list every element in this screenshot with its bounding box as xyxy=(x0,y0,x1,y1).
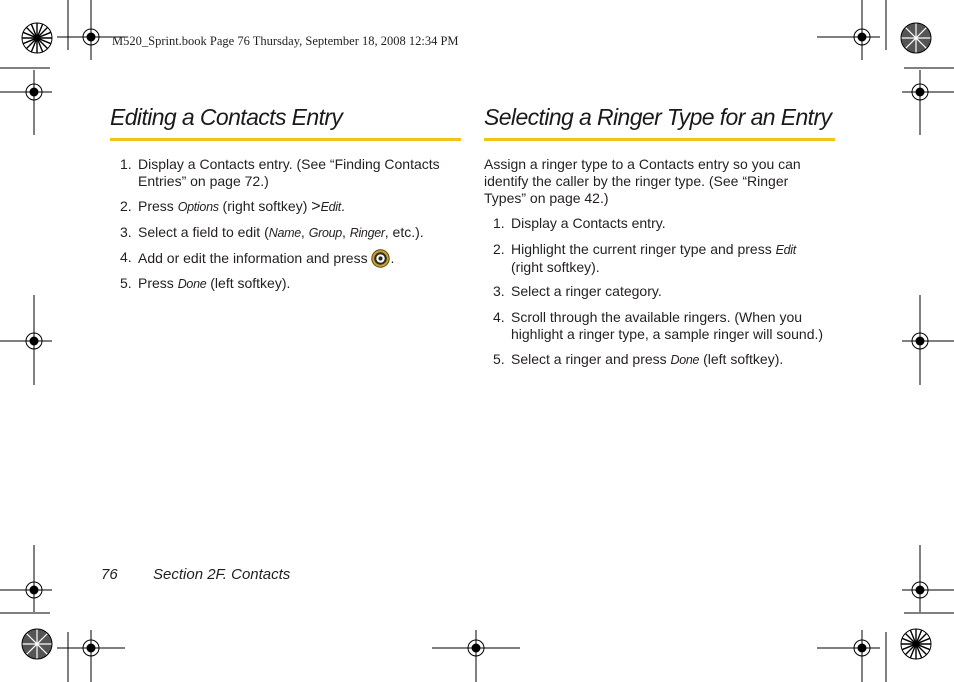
ui-term-edit: Edit xyxy=(775,243,796,257)
registration-mark xyxy=(462,634,490,662)
step-text: Select a field to edit (Name, Group, Ringer, etc.). xyxy=(138,224,424,240)
starburst-mark-bottom-left xyxy=(22,629,52,659)
intro-paragraph: Assign a ringer type to a Contacts entry so you can identify the caller by the ringer type. (See “Ringer Types” on page 42.) xyxy=(484,156,801,206)
step-text: Press Options (right softkey) >Edit. xyxy=(138,198,345,215)
starburst-mark-top-left xyxy=(22,23,52,53)
ui-term-options: Options xyxy=(177,200,219,214)
step-text: Select a ringer and press Done (left softkey). xyxy=(511,351,784,367)
step-text: Highlight the current ringer type and press Edit (right softkey). xyxy=(511,241,796,275)
starburst-mark-top-right xyxy=(901,23,931,53)
section-title-ringer-type: Selecting a Ringer Type for an Entry xyxy=(484,104,832,130)
step-text xyxy=(138,156,440,190)
step-text: Select a ringer category. xyxy=(511,283,662,299)
menu-ok-key-icon xyxy=(371,249,390,268)
title-rule xyxy=(484,138,835,141)
step-number: 3. xyxy=(120,224,132,240)
step-number: 3. xyxy=(493,283,505,299)
step-number: 1. xyxy=(493,215,505,231)
ui-term-done: Done xyxy=(670,353,700,367)
ui-term-group: Group xyxy=(308,226,342,240)
arrow-glyph: > xyxy=(311,198,321,215)
step-text: Scroll through the available ringers. (When you highlight a ringer type, a sample ringer will sound.) xyxy=(511,309,824,342)
title-rule xyxy=(110,138,461,141)
step-text: Add or edit the information and press . xyxy=(138,250,395,266)
step-number: 1. xyxy=(120,156,132,172)
step-text: Press Done (left softkey). xyxy=(138,275,291,291)
step-text: Display a Contacts entry. xyxy=(511,215,666,231)
section-title-editing-contacts: Editing a Contacts Entry xyxy=(110,104,343,130)
ui-term-ringer: Ringer xyxy=(349,226,385,240)
step-number: 2. xyxy=(493,241,505,257)
page-number: 76 xyxy=(101,566,118,583)
step-line: Display a Contacts entry. (See “Finding Contacts xyxy=(138,156,440,172)
ui-term-edit: Edit xyxy=(320,200,341,214)
step-line: Entries” on page 72.) xyxy=(138,173,269,189)
ui-term-name: Name xyxy=(268,226,301,240)
ui-term-done: Done xyxy=(177,277,207,291)
step-number: 2. xyxy=(120,198,132,214)
step-number: 5. xyxy=(493,351,505,367)
step-number: 4. xyxy=(493,309,505,325)
step-number: 5. xyxy=(120,275,132,291)
step-number: 4. xyxy=(120,249,132,265)
print-slug-header: M520_Sprint.book Page 76 Thursday, September 18, 2008 12:34 PM xyxy=(112,34,459,48)
section-footer: Section 2F. Contacts xyxy=(153,566,291,583)
starburst-mark-bottom-right xyxy=(901,629,931,659)
